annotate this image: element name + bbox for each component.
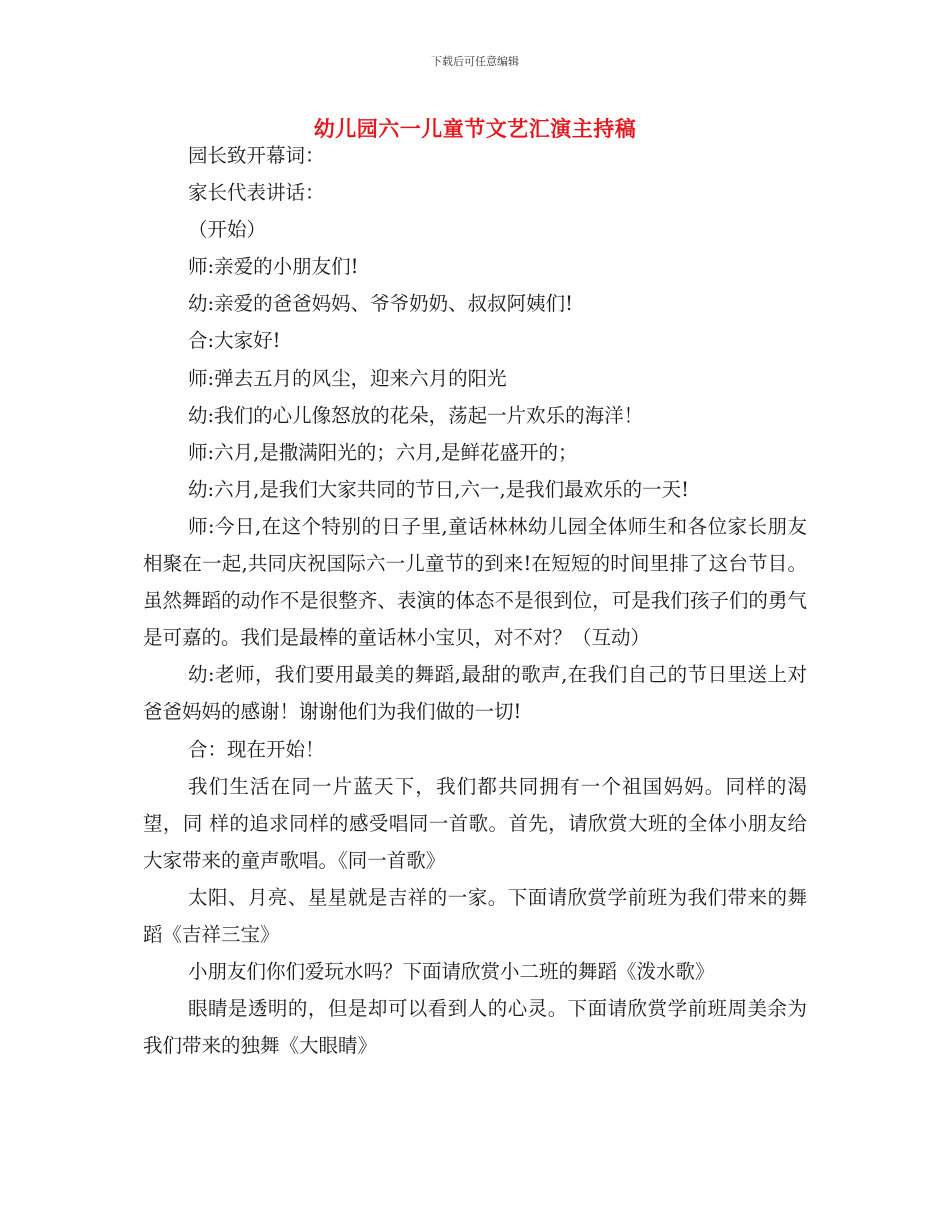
paragraph: 师:弹去五月的风尘，迎来六月的阳光 xyxy=(188,366,507,390)
paragraph: 小朋友们你们爱玩水吗？下面请欣赏小二班的舞蹈《泼水歌》 xyxy=(188,960,715,984)
paragraph: 幼:六月,是我们大家共同的节日,六一,是我们最欢乐的一天! xyxy=(188,477,690,501)
paragraph: 幼:老师，我们要用最美的舞蹈,最甜的歌声,在我们自己的节日里送上对爸爸妈妈的感谢！谢谢他们为我们做的一切! xyxy=(143,663,807,724)
paragraph: 眼睛是透明的，但是却可以看到人的心灵。下面请欣赏学前班周美余为我们带来的独舞《大眼睛》 xyxy=(143,997,807,1058)
paragraph: 师:六月,是撒满阳光的；六月,是鲜花盛开的； xyxy=(188,440,578,464)
paragraph: 合:大家好! xyxy=(188,329,281,353)
paragraph: 家长代表讲话： xyxy=(188,181,325,205)
document-body xyxy=(143,137,807,1064)
paragraph: 幼:亲爱的爸爸妈妈、爷爷奶奶、叔叔阿姨们! xyxy=(188,292,573,316)
paragraph: 师:亲爱的小朋友们! xyxy=(188,255,359,279)
paragraph: 太阳、月亮、星星就是吉祥的一家。下面请欣赏学前班为我们带来的舞蹈《吉祥三宝》 xyxy=(143,885,807,946)
paragraph: 我们生活在同一片蓝天下，我们都共同拥有一个祖国妈妈。同样的渴望，同 样的追求同样的感受唱同一首歌。首先，请欣赏大班的全体小朋友给大家带来的童声歌唱。《同一首歌》 xyxy=(143,774,807,872)
paragraph: 师:今日,在这个特别的日子里,童话林林幼儿园全体师生和各位家长朋友相聚在一起,共同庆祝国际六一儿童节的到来!在短短的时间里排了这台节目。虽然舞蹈的动作不是很整齐、表演的体态不是很到位，可是我们孩子们的勇气是可嘉的。我们是最棒的童话林小宝贝，对不对？（互动） xyxy=(143,514,807,650)
paragraph: 幼:我们的心儿像怒放的花朵，荡起一片欢乐的海洋！ xyxy=(188,403,644,427)
paragraph: 合：现在开始！ xyxy=(188,737,325,761)
paragraph: （开始） xyxy=(188,218,267,242)
header-note: 下载后可任意编辑 xyxy=(431,55,519,68)
paragraph: 园长致开幕词： xyxy=(188,144,325,167)
document-title: 幼儿园六一儿童节文艺汇演主持稿 xyxy=(313,117,637,141)
